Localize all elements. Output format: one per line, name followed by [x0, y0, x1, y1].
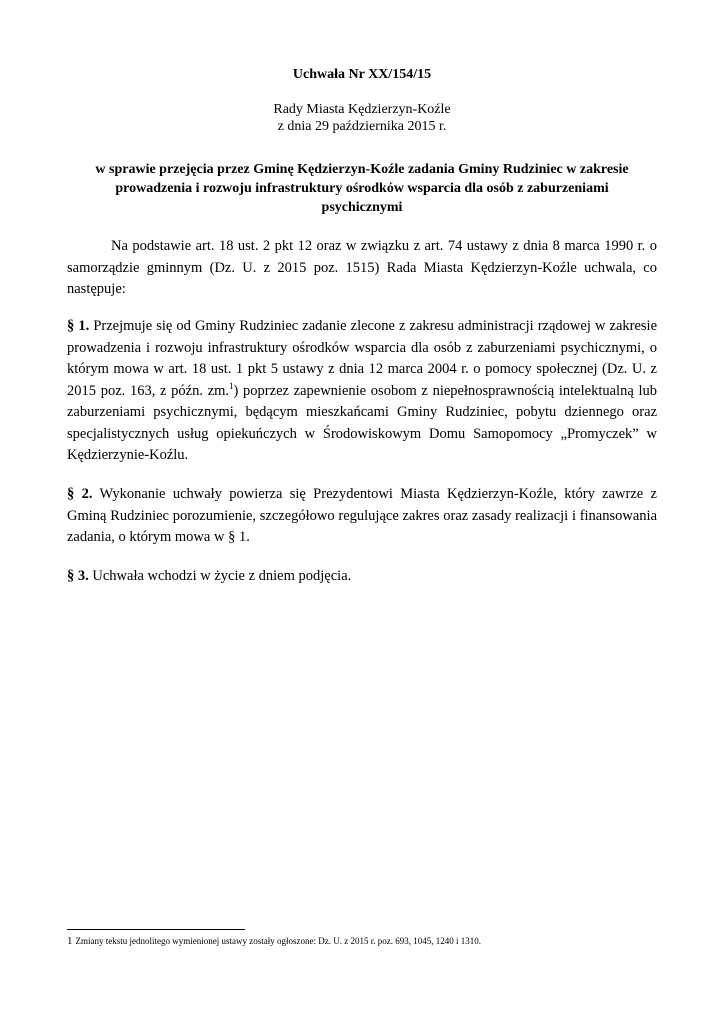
section-3 — [67, 566, 657, 588]
issuer-council: Rady Miasta Kędzierzyn-Koźle — [273, 102, 451, 117]
section-1-text-continued: ) poprzez zapewnienie osobom z niepełnosprawnością intelektualną lub zaburzeniami psychicznymi, będącym mieszkańcami Gminy Rudziniec, pobytu dziennego oraz specjalistycznych usług opiekuńczych w Środowiskowym Domu Samopomocy „Promyczek” w Kędzierzynie-Koźlu. — [67, 382, 657, 463]
footnote-reference: 1 — [229, 380, 234, 391]
footnote-mark: 1 — [67, 935, 73, 947]
footnote-separator — [67, 929, 245, 930]
section-3-text: Uchwała wchodzi w życie z dniem podjęcia. — [92, 568, 352, 584]
resolution-subject: w sprawie przejęcia przez Gminę Kędzierzyn-Koźle zadania Gminy Rudziniec w zakresie prowadzenia i rozwoju infrastruktury ośrodków wsparcia dla osób z zaburzeniami psychicznymi — [95, 162, 629, 215]
resolution-title: Uchwała Nr XX/154/15 — [292, 67, 432, 82]
section-2 — [67, 484, 657, 549]
section-3-label: § 3. — [67, 568, 89, 584]
issuer-date: z dnia 29 października 2015 r. — [277, 119, 447, 134]
footnote — [67, 934, 667, 948]
section-1-text: Przejmuje się od Gminy Rudziniec zadanie zlecone z zakresu administracji rządowej w zakresie prowadzenia i rozwoju infrastruktury ośrodków wsparcia dla osób z zaburzeniami psychicznymi, o którym mowa w art. 18 ust. 1 pkt 5 ustawy z dnia 12 marca 2004 r. o pomocy społecznej (Dz. U. z 2015 poz. 163, z późn. zm. — [67, 318, 658, 399]
section-1-label: § 1. — [67, 318, 90, 334]
footnote-text: Zmiany tekstu jednolitego wymienionej ustawy zostały ogłoszone: Dz. U. z 2015 r. poz. 693, 1045, 1240 i 1310. — [75, 936, 481, 946]
section-1 — [67, 316, 657, 467]
preamble-paragraph: Na podstawie art. 18 ust. 2 pkt 12 oraz w związku z art. 74 ustawy z dnia 8 marca 1990 r. o samorządzie gminnym (Dz. U. z 2015 poz. 1515) Rada Miasta Kędzierzyn-Koźle uchwala, co następuje: — [67, 238, 657, 297]
section-2-text: Wykonanie uchwały powierza się Prezydentowi Miasta Kędzierzyn-Koźle, który zawrze z Gminą Rudziniec porozumienie, szczegółowo regulujące zakres oraz zasady realizacji i finansowania zadania, o którym mowa w § 1. — [67, 486, 657, 545]
resolution-issuer — [0, 101, 724, 135]
section-2-label: § 2. — [67, 486, 93, 502]
